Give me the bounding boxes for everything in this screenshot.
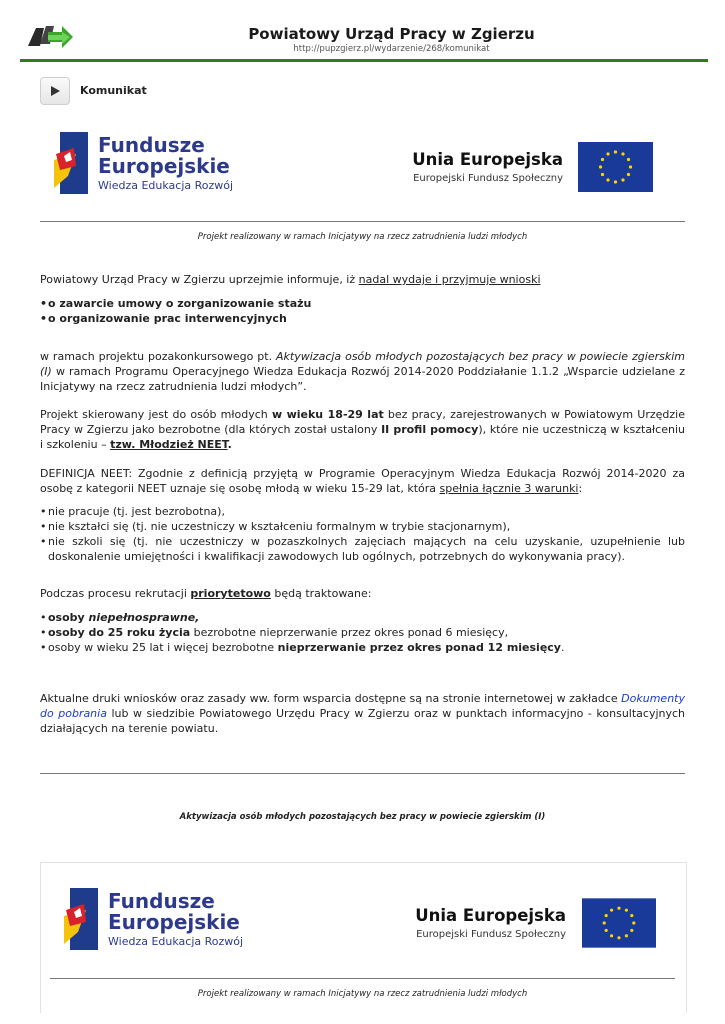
forms-list [40,296,685,326]
fe-line-1: Fundusze [98,132,205,157]
target-paragraph: Projekt skierowany jest do osób młodych w wieku 18-29 lat bez pracy, zarejestrowanych w Powiatowym Urzędzie Pracy w Zgierzu jako bezrobotne (dla których został ustalony II profil pomocy), które nie uczestniczą w kształceniu i szkoleniu – tzw. Młodzież NEET. [40,408,686,451]
list-item: • nie pracuje (tj. jest bezrobotna), [40,504,685,519]
fe-line-1: Fundusze [108,888,215,913]
list-item: • o organizowanie prac interwencyjnych [40,311,685,326]
priority-list [40,610,685,655]
project-footer-title: Aktywizacja osób młodych pozostających bez pracy w powiecie zgierskim (I) [179,812,546,822]
documents-paragraph: Aktualne druki wniosków oraz zasady ww. form wsparcia dostępne są na stronie internetowej w zakładce Dokumenty do pobrania lub w siedzibie Powiatowego Urzędu Pracy w Zgierzu oraz w punktach informacyjno - konsultacyjnych działających na terenie powiatu. [40,692,686,735]
fundusze-europejskie-icon [64,886,100,952]
neet-definition: DEFINICJA NEET: Zgodnie z definicją przyjętą w Programie Operacyjnym Wiedza Edukacja Rozwój 2014-2020 za osobę z kategorii NEET uznaje się osobę młodą w wieku 15-29 lat, która spełnia łącznie 3 warunki: [40,467,685,495]
bottom-banner-caption: Projekt realizowany w ramach Inicjatywy na rzecz zatrudnienia ludzi młodych [197,989,528,999]
intro-paragraph: Powiatowy Urząd Pracy w Zgierzu uprzejmie informuje, iż nadal wydaje i przyjmuje wnioski [40,273,541,286]
intro-underlined-text: nadal wydaje i przyjmuje wnioski [358,273,541,286]
list-item: • osoby niepełnosprawne, [40,610,685,625]
funding-banner [40,118,685,216]
ue-line-1: Unia Europejska [415,906,566,925]
list-item: • o zawarcie umowy o zorganizowanie stażu [40,296,685,311]
neet-conditions-list [40,504,685,564]
fe-line-2: Europejskie [98,153,230,178]
fundusze-europejskie-logo [64,886,243,952]
banner-caption: Projekt realizowany w ramach Inicjatywy na rzecz zatrudnienia ludzi młodych [197,232,528,242]
fe-line-2: Europejskie [108,909,240,934]
content-divider [40,773,685,774]
documents-link[interactable]: Dokumenty do pobrania [40,692,685,720]
ue-line-1: Unia Europejska [412,150,563,169]
priority-paragraph: Podczas procesu rekrutacji priorytetowo będą traktowane: [40,587,372,600]
play-arrow-icon[interactable] [40,77,70,105]
project-name: Aktywizacja osób młodych pozostających bez pracy w powiecie zgierskim (I) [40,350,685,378]
header-divider [20,59,708,62]
site-title: Powiatowy Urząd Pracy w Zgierzu [248,25,535,43]
funding-banner-bottom [42,872,683,970]
fe-line-3: Wiedza Edukacja Rozwój [108,934,244,948]
neet-term: tzw. Młodzież NEET [110,438,228,451]
fundusze-europejskie-icon [54,130,90,196]
unia-europejska-text [362,906,566,940]
bottom-banner-divider [50,978,675,979]
section-title: Komunikat [80,84,147,97]
project-paragraph: w ramach projektu pozakonkursowego pt. Aktywizacja osób młodych pozostających bez pracy w powiecie zgierskim (I) w ramach Programu Operacyjnego Wiedza Edukacja Rozwój 2014-2020 Poddziałanie 1.1.2 „Wsparcie udzielane z Inicjatywy na rzecz zatrudnienia ludzi młodych”. [40,350,685,393]
page-header [0,0,725,64]
list-item: • osoby w wieku 25 lat i więcej bezrobotne nieprzerwanie przez okres ponad 12 miesięcy. [40,640,685,655]
ue-line-2: Europejski Fundusz Społeczny [413,173,563,184]
ue-line-2: Europejski Fundusz Społeczny [416,929,566,940]
list-item: • osoby do 25 roku życia bezrobotne nieprzerwanie przez okres ponad 6 miesięcy, [40,625,685,640]
eu-flag-icon [582,898,656,948]
page-url[interactable]: http://pupzgierz.pl/wydarzenie/268/komunikat [293,44,490,54]
fundusze-europejskie-logo [54,130,233,196]
banner-divider [40,221,685,222]
list-item: • nie kształci się (tj. nie uczestniczy w kształceniu formalnym w trybie stacjonarnym), [40,519,685,534]
list-item: • nie szkoli się (tj. nie uczestniczy w pozaszkolnych zajęciach mających na celu uzyskanie, uzupełnienie lub doskonalenie umiejętności i kwalifikacji zawodowych lub ogólnych, potrzebnych do wykonywania pracy). [40,534,685,564]
eu-flag-icon [578,142,653,192]
unia-europejska-text [360,150,563,184]
fe-line-3: Wiedza Edukacja Rozwój [98,178,234,192]
